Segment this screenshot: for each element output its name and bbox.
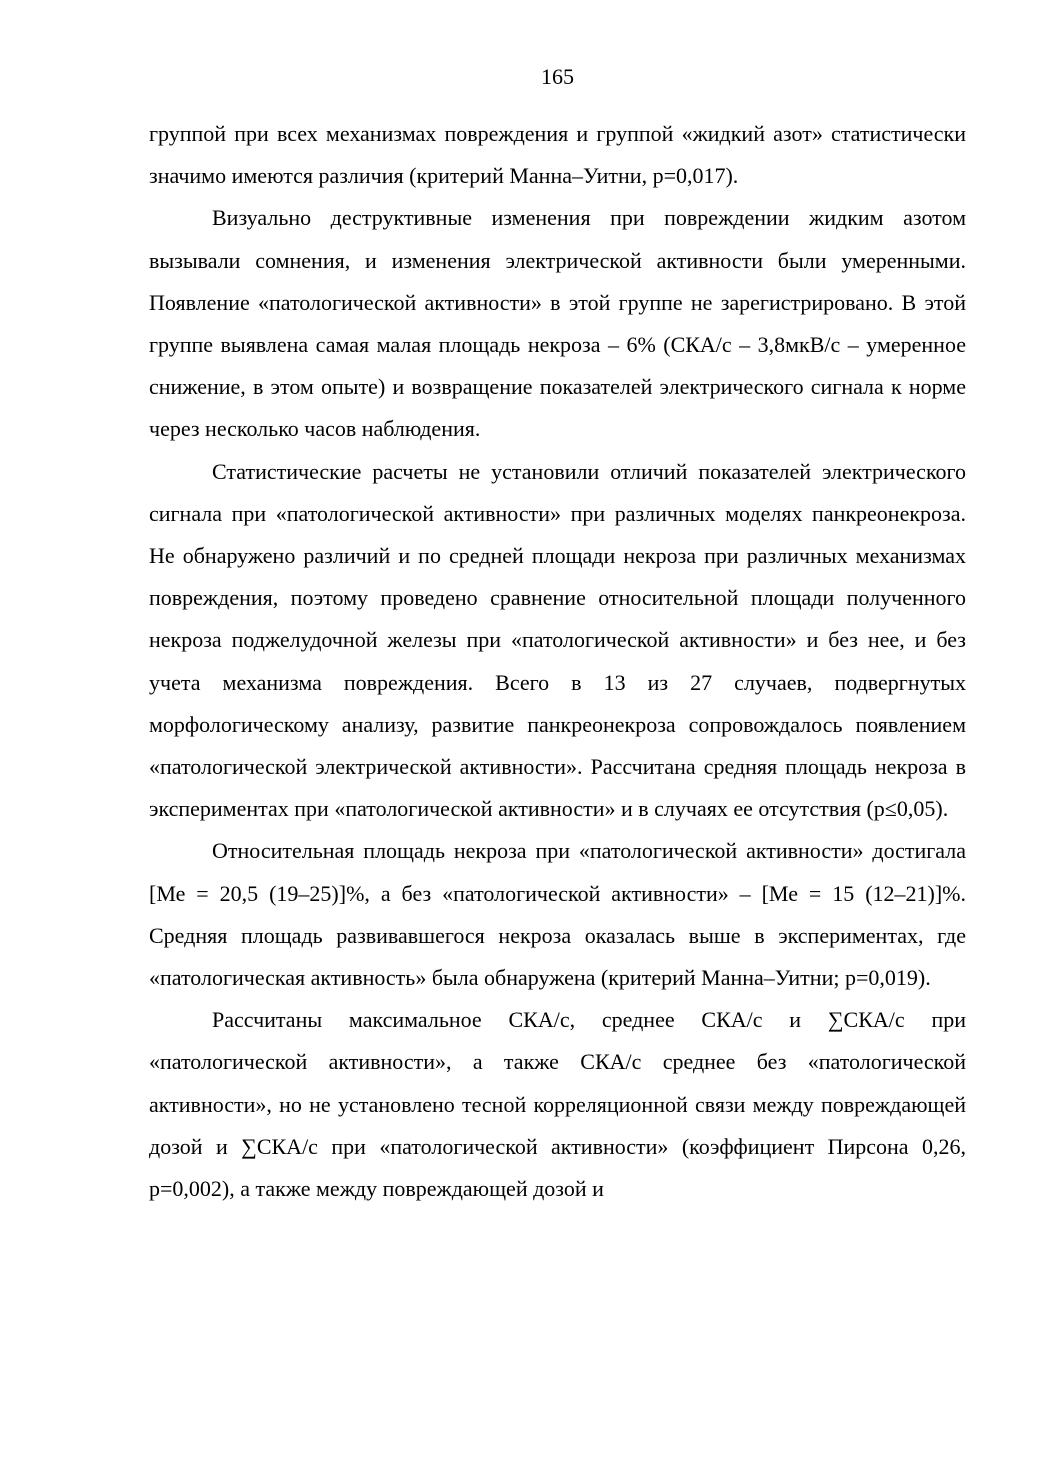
body-text — [149, 113, 966, 1210]
paragraph-correlation: Рассчитаны максимальное СКА/с, среднее СКА/с и ∑СКА/с при «патологической активности», а также СКА/с среднее без «патологической активности», но не установлено тесной корреляционной связи между повреждающей дозой и ∑СКА/с при «патологической активности» (коэффициент Пирсона 0,26, р=0,002), а также между повреждающей дозой и — [149, 1007, 966, 1202]
paragraph-continuation: группой при всех механизмах повреждения и группой «жидкий азот» статистически значимо имеются различия (критерий Манна–Уитни, р=0,017). — [149, 121, 966, 189]
paragraph-relative-area: Относительная площадь некроза при «патологической активности» достигала [Ме = 20,5 (19–25)]%, а без «патологической активности» – [Ме = 15 (12–21)]%. Средняя площадь развивавшегося некроза оказалась выше в экспериментах, где «патологическая активность» была обнаружена (критерий Манна–Уитни; р=0,019). — [149, 838, 966, 991]
paragraph-statistics: Статистические расчеты не установили отличий показателей электрического сигнала при «патологической активности» при различных моделях панкреонекроза. Не обнаружено различий и по средней площади некроза при различных механизмах повреждения, поэтому проведено сравнение относительной площади полученного некроза поджелудочной железы при «патологической активности» и без нее, и без учета механизма повреждения. Всего в 13 из 27 случаев, подвергнутых морфологическому анализу, развитие панкреонекроза сопровождалось появлением «патологической электрической активности». Рассчитана средняя площадь некроза в экспериментах при «патологической активности» и в случаях ее отсутствия (р≤0,05). — [149, 458, 966, 822]
paragraph-liquid-nitrogen: Визуально деструктивные изменения при повреждении жидким азотом вызывали сомнения, и изменения электрической активности были умеренными. Появление «патологической активности» в этой группе не зарегистрировано. В этой группе выявлена самая малая площадь некроза – 6% (СКА/с – 3,8мкВ/с – умеренное снижение, в этом опыте) и возвращение показателей электрического сигнала к норме через несколько часов наблюдения. — [149, 205, 966, 442]
page-number: 165 — [541, 64, 574, 89]
